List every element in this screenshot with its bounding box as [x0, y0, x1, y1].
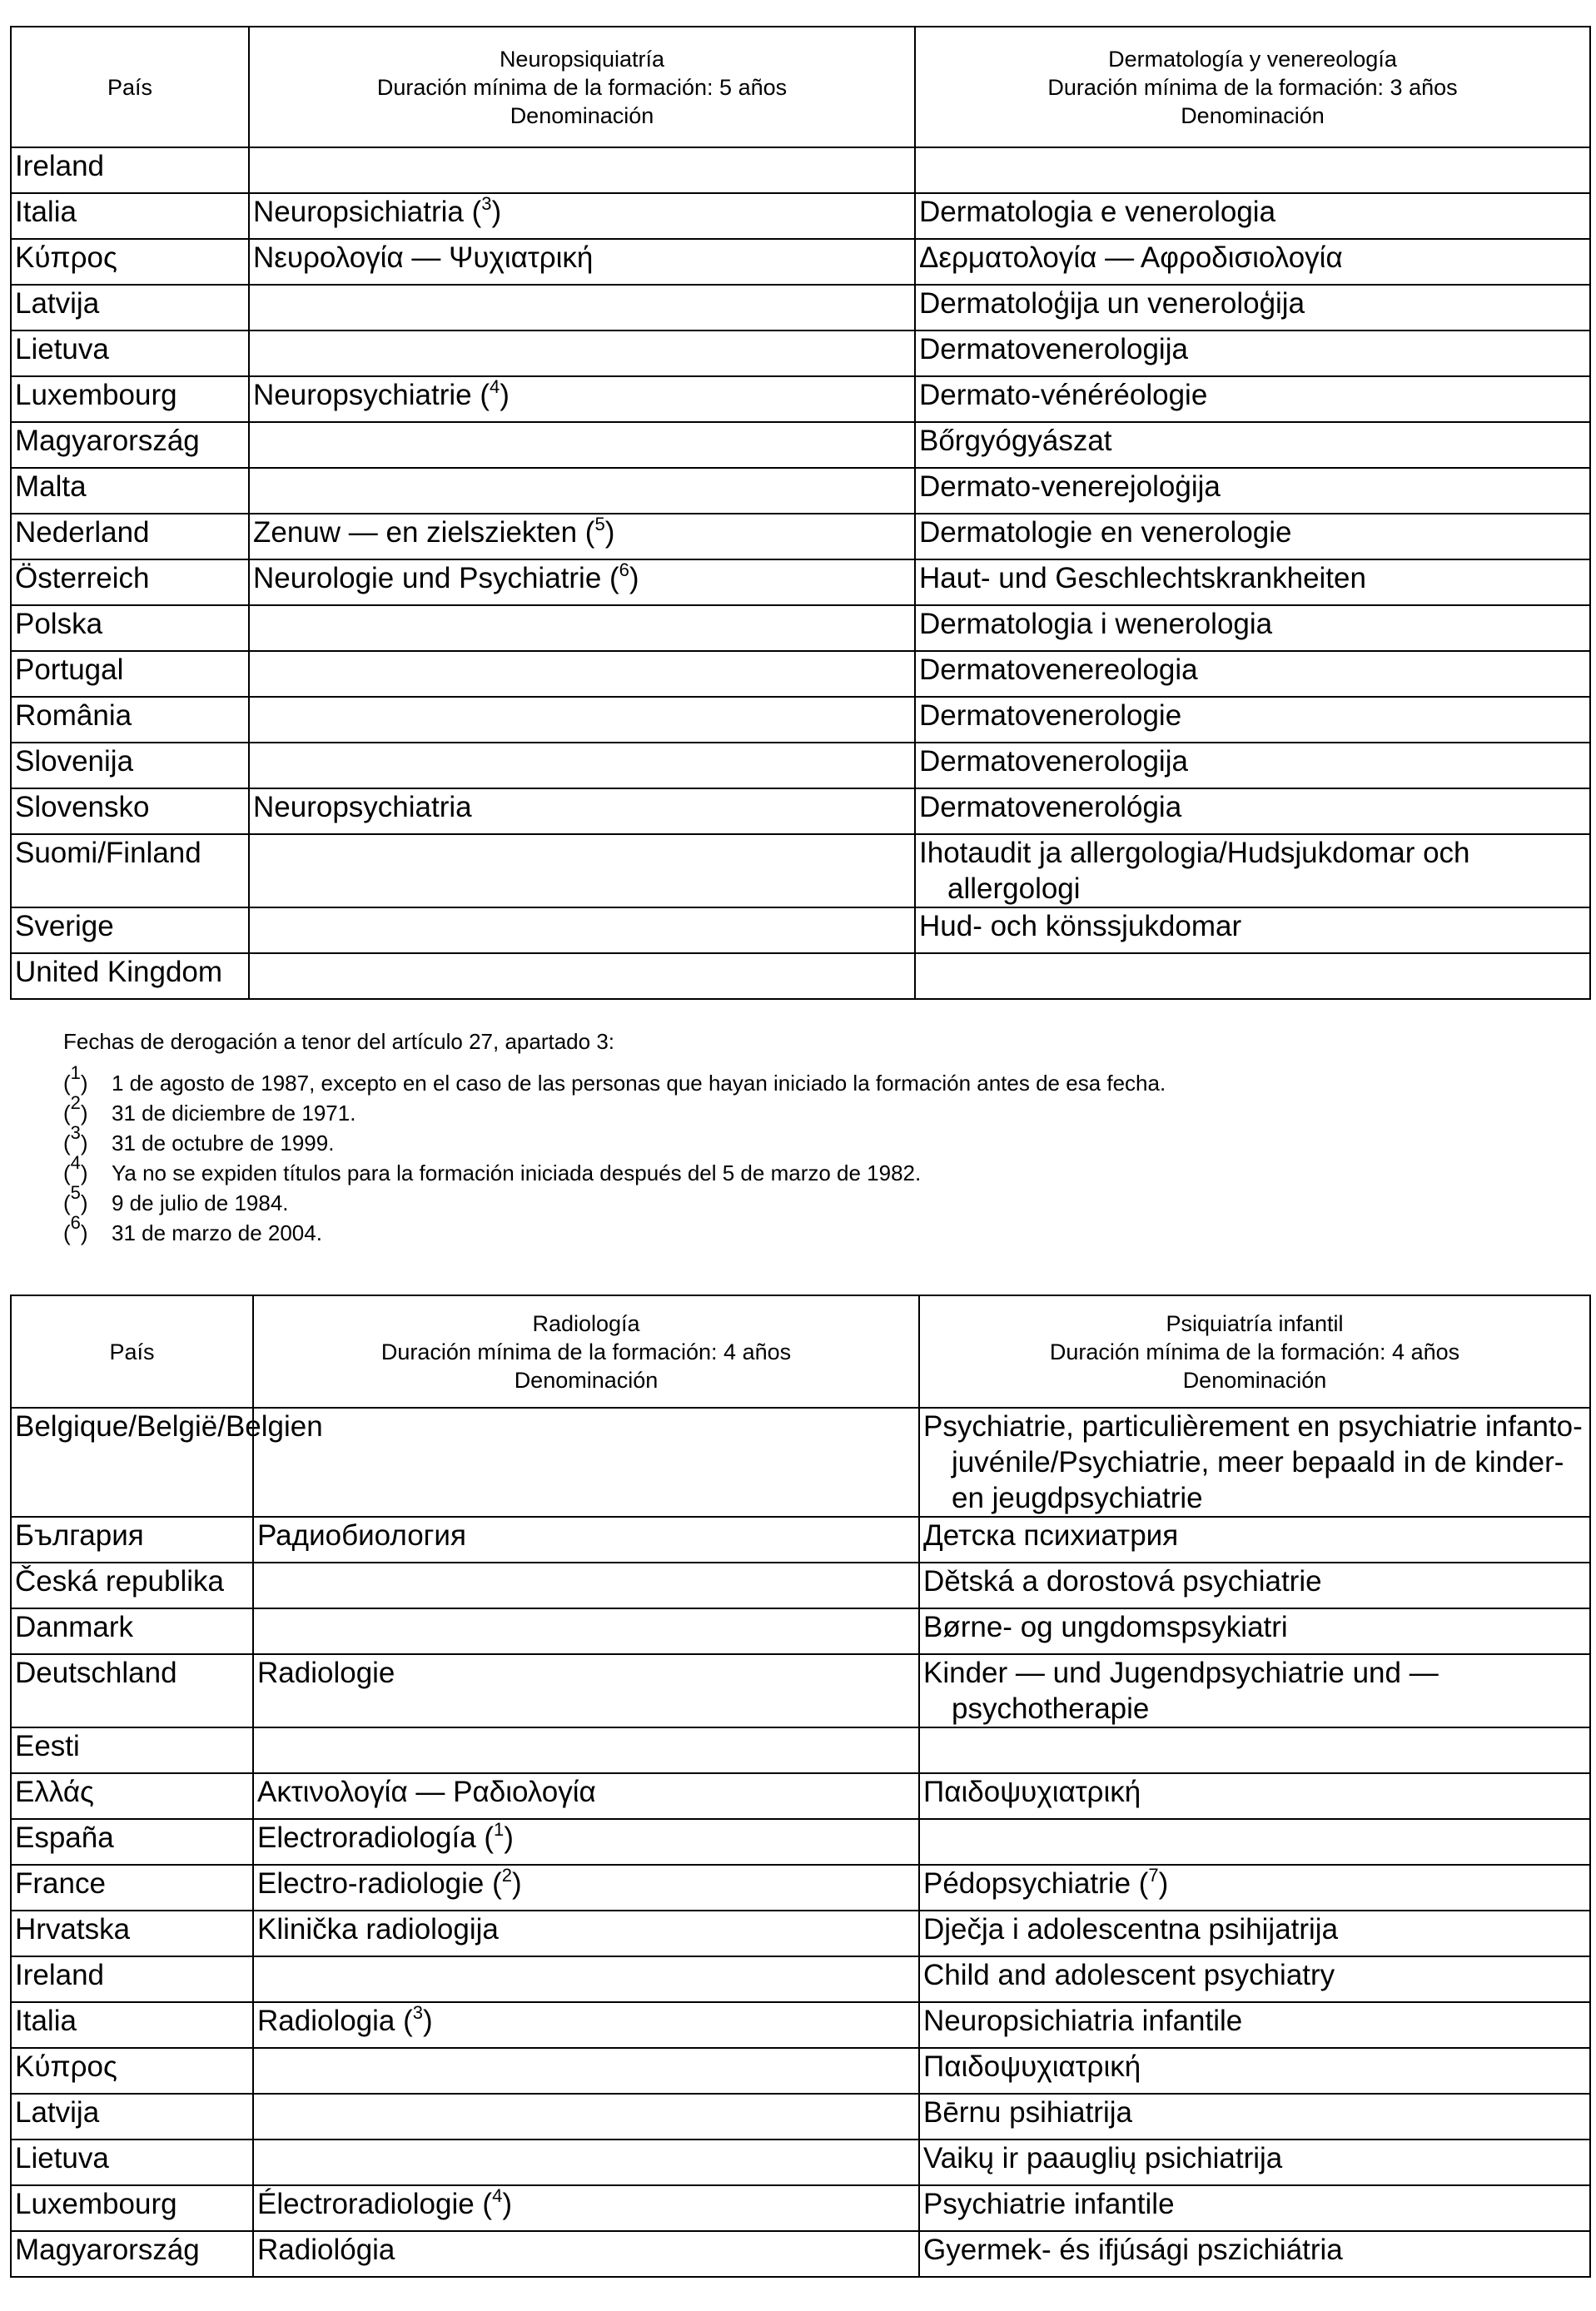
table-row: [11, 2048, 1590, 2094]
table-row: [11, 193, 1590, 239]
title-cell: Haut- und Geschlechtskrankheiten: [915, 559, 1590, 605]
country-cell: Polska: [11, 605, 249, 651]
country-cell: Belgique/België/Belgien: [11, 1408, 253, 1517]
title-cell: Vaikų ir paauglių psichiatrija: [919, 2140, 1590, 2185]
table-row: [11, 743, 1590, 788]
country-cell: France: [11, 1865, 253, 1911]
country-cell: Κύπρος: [11, 239, 249, 285]
footnote-ref: 1: [494, 1819, 505, 1840]
table-row: [11, 1773, 1590, 1819]
country-cell: Italia: [11, 193, 249, 239]
title-cell: Psychiatrie, particulièrement en psychiatrie infanto-juvénile/Psychiatrie, meer bepaald in de kinder- en jeugdpsychiatrie: [919, 1408, 1590, 1517]
country-cell: Deutschland: [11, 1654, 253, 1727]
table-row: [11, 468, 1590, 514]
title-cell: [249, 330, 915, 376]
title-cell: Neuropsychiatria: [249, 788, 915, 834]
country-cell: България: [11, 1517, 253, 1563]
footnote-text: 1 de agosto de 1987, excepto en el caso de las personas que hayan iniciado la formación antes de esa fecha.: [112, 1071, 1166, 1096]
title-cell: [915, 147, 1590, 193]
header-dermatology: Dermatología y venereología Duración mínima de la formación: 3 años Denominación: [915, 27, 1590, 147]
country-cell: Eesti: [11, 1727, 253, 1773]
table-header-row: [11, 1295, 1590, 1408]
table-header-row: [11, 27, 1590, 147]
footnotes-intro: Fechas de derogación a tenor del artículo 27, apartado 3:: [63, 1029, 614, 1054]
title-cell: Electro-radiologie ($^2$): [253, 1865, 919, 1911]
country-cell: Sverige: [11, 907, 249, 953]
country-cell: Lietuva: [11, 330, 249, 376]
title-cell: Детска психиатрия: [919, 1517, 1590, 1563]
table-row: [11, 2185, 1590, 2231]
country-cell: Κύπρος: [11, 2048, 253, 2094]
country-cell: Malta: [11, 468, 249, 514]
title-cell: Radiologia ($^3$): [253, 2002, 919, 2048]
country-cell: Latvija: [11, 285, 249, 330]
title-cell: Bērnu psihiatrija: [919, 2094, 1590, 2140]
title-cell: Pédopsychiatrie ($^7$): [919, 1865, 1590, 1911]
title-cell: Child and adolescent psychiatry: [919, 1956, 1590, 2002]
table-row: [11, 907, 1590, 953]
footnote-number: ($^6$): [63, 1212, 88, 1245]
title-cell: Dermatovenerologija: [915, 743, 1590, 788]
footnote-ref: 3: [481, 193, 492, 214]
table-row: [11, 1408, 1590, 1517]
table-row: [11, 330, 1590, 376]
table-row: [11, 1819, 1590, 1865]
table-row: [11, 1608, 1590, 1654]
footnote-item: [63, 1062, 1166, 1098]
title-cell: [253, 2140, 919, 2185]
country-cell: Lietuva: [11, 2140, 253, 2185]
table-neuropsychiatry-dermatology: [10, 26, 1591, 1000]
country-cell: Ελλάς: [11, 1773, 253, 1819]
country-cell: Ireland: [11, 1956, 253, 2002]
footnote-text: 9 de julio de 1984.: [112, 1190, 289, 1215]
table-row: [11, 605, 1590, 651]
country-cell: España: [11, 1819, 253, 1865]
title-cell: [915, 953, 1590, 999]
title-cell: Dermatologia e venerologia: [915, 193, 1590, 239]
country-cell: Luxembourg: [11, 376, 249, 422]
title-cell: Dermato-vénéréologie: [915, 376, 1590, 422]
table-row: [11, 1727, 1590, 1773]
title-cell: Neuropsichiatria ($^3$): [249, 193, 915, 239]
header-radiology: Radiología Duración mínima de la formación: 4 años Denominación: [253, 1295, 919, 1408]
title-cell: Νευρολογία — Ψυχιατρική: [249, 239, 915, 285]
footnote-ref: 6: [619, 559, 629, 580]
title-cell: Neurologie und Psychiatrie ($^6$): [249, 559, 915, 605]
country-cell: Magyarország: [11, 422, 249, 468]
title-cell: Παιδοψυχιατρική: [919, 1773, 1590, 1819]
table-row: [11, 953, 1590, 999]
footnotes: [63, 1026, 1166, 1248]
country-cell: Portugal: [11, 651, 249, 697]
country-cell: Latvija: [11, 2094, 253, 2140]
title-cell: [249, 907, 915, 953]
table-row: [11, 1654, 1590, 1727]
footnote-item: [63, 1122, 1166, 1158]
table-row: [11, 422, 1590, 468]
title-cell: [253, 2048, 919, 2094]
title-cell: [249, 651, 915, 697]
country-cell: Magyarország: [11, 2231, 253, 2277]
title-cell: [253, 1408, 919, 1517]
title-cell: Ihotaudit ja allergologia/Hudsjukdomar och allergologi: [915, 834, 1590, 907]
title-cell: Dermatologie en venerologie: [915, 514, 1590, 559]
title-cell: [253, 1956, 919, 2002]
table-row: [11, 1563, 1590, 1608]
header-child-psychiatry: Psiquiatría infantil Duración mínima de la formación: 4 años Denominación: [919, 1295, 1590, 1408]
footnote-ref: 5: [594, 514, 605, 534]
title-cell: Radiologie: [253, 1654, 919, 1727]
table-row: [11, 2231, 1590, 2277]
title-cell: Gyermek- és ifjúsági pszichiátria: [919, 2231, 1590, 2277]
footnote-text: 31 de diciembre de 1971.: [112, 1101, 356, 1126]
table-row: [11, 788, 1590, 834]
country-cell: Danmark: [11, 1608, 253, 1654]
table-row: [11, 2140, 1590, 2185]
title-cell: [249, 605, 915, 651]
title-cell: [249, 422, 915, 468]
title-cell: Kinder — und Jugendpsychiatrie und — psychotherapie: [919, 1654, 1590, 1727]
table-radiology-child-psychiatry: [10, 1295, 1591, 2278]
table-row: [11, 147, 1590, 193]
country-cell: Slovenija: [11, 743, 249, 788]
title-cell: Dětská a dorostová psychiatrie: [919, 1563, 1590, 1608]
table-row: [11, 285, 1590, 330]
table-row: [11, 2002, 1590, 2048]
table-row: [11, 559, 1590, 605]
country-cell: Italia: [11, 2002, 253, 2048]
title-cell: Radiológia: [253, 2231, 919, 2277]
table-row: [11, 1956, 1590, 2002]
table-row: [11, 1517, 1590, 1563]
title-cell: Dermatovenereologia: [915, 651, 1590, 697]
country-cell: Österreich: [11, 559, 249, 605]
table-row: [11, 2094, 1590, 2140]
footnote-number: ($^1$): [63, 1062, 88, 1096]
title-cell: Électroradiologie ($^4$): [253, 2185, 919, 2231]
table-row: [11, 514, 1590, 559]
title-cell: [253, 1563, 919, 1608]
title-cell: Δερματολογία — Αφροδισιολογία: [915, 239, 1590, 285]
country-cell: Slovensko: [11, 788, 249, 834]
title-cell: Dermatoloģija un veneroloģija: [915, 285, 1590, 330]
table-row: [11, 376, 1590, 422]
footnote-ref: 4: [490, 376, 500, 397]
title-cell: [253, 2094, 919, 2140]
title-cell: Dermatovenerologie: [915, 697, 1590, 743]
title-cell: [249, 285, 915, 330]
title-cell: Dječja i adolescentna psihijatrija: [919, 1911, 1590, 1956]
header-country: País: [11, 1295, 253, 1408]
title-cell: Børne- og ungdomspsykiatri: [919, 1608, 1590, 1654]
footnote-ref: 4: [492, 2185, 503, 2206]
title-cell: Bőrgyógyászat: [915, 422, 1590, 468]
title-cell: [249, 953, 915, 999]
country-cell: Luxembourg: [11, 2185, 253, 2231]
footnote-text: 31 de octubre de 1999.: [112, 1131, 335, 1156]
footnote-number: ($^4$): [63, 1152, 88, 1185]
footnote-item: [63, 1182, 1166, 1218]
title-cell: Dermatologia i wenerologia: [915, 605, 1590, 651]
footnote-number: ($^5$): [63, 1182, 88, 1215]
header-neuropsychiatry: Neuropsiquiatría Duración mínima de la formación: 5 años Denominación: [249, 27, 915, 147]
table-row: [11, 834, 1590, 907]
footnote-number: ($^2$): [63, 1092, 88, 1126]
title-cell: Παιδοψυχιατρική: [919, 2048, 1590, 2094]
country-cell: Nederland: [11, 514, 249, 559]
title-cell: [249, 697, 915, 743]
title-cell: Dermatovenerologija: [915, 330, 1590, 376]
footnote-item: [63, 1212, 1166, 1248]
title-cell: Hud- och könssjukdomar: [915, 907, 1590, 953]
title-cell: [249, 468, 915, 514]
title-cell: Ακτινολογία — Ραδιολογία: [253, 1773, 919, 1819]
footnote-ref: 2: [501, 1865, 512, 1886]
table-row: [11, 239, 1590, 285]
footnote-text: 31 de marzo de 2004.: [112, 1220, 322, 1245]
title-cell: [253, 1727, 919, 1773]
title-cell: Neuropsichiatria infantile: [919, 2002, 1590, 2048]
table-row: [11, 1911, 1590, 1956]
country-cell: România: [11, 697, 249, 743]
footnote-item: [63, 1152, 1166, 1188]
table-row: [11, 697, 1590, 743]
country-cell: United Kingdom: [11, 953, 249, 999]
table-row: [11, 651, 1590, 697]
title-cell: [919, 1819, 1590, 1865]
table-row: [11, 1865, 1590, 1911]
country-cell: Ireland: [11, 147, 249, 193]
footnote-ref: 7: [1148, 1865, 1159, 1886]
country-cell: Česká republika: [11, 1563, 253, 1608]
title-cell: Neuropsychiatrie ($^4$): [249, 376, 915, 422]
title-cell: [249, 834, 915, 907]
country-cell: Hrvatska: [11, 1911, 253, 1956]
title-cell: Dermatovenerológia: [915, 788, 1590, 834]
title-cell: Electroradiología ($^1$): [253, 1819, 919, 1865]
title-cell: Dermato-venerejoloġija: [915, 468, 1590, 514]
footnote-ref: 3: [412, 2002, 424, 2023]
title-cell: Zenuw — en zielsziekten ($^5$): [249, 514, 915, 559]
title-cell: [253, 1608, 919, 1654]
title-cell: Psychiatrie infantile: [919, 2185, 1590, 2231]
footnote-number: ($^3$): [63, 1122, 88, 1156]
footnote-text: Ya no se expiden títulos para la formación iniciada después del 5 de marzo de 1982.: [112, 1160, 922, 1185]
title-cell: Klinička radiologija: [253, 1911, 919, 1956]
header-country: País: [11, 27, 249, 147]
footnote-item: [63, 1092, 1166, 1128]
title-cell: [919, 1727, 1590, 1773]
title-cell: [249, 147, 915, 193]
title-cell: Радиобиология: [253, 1517, 919, 1563]
title-cell: [249, 743, 915, 788]
country-cell: Suomi/Finland: [11, 834, 249, 907]
